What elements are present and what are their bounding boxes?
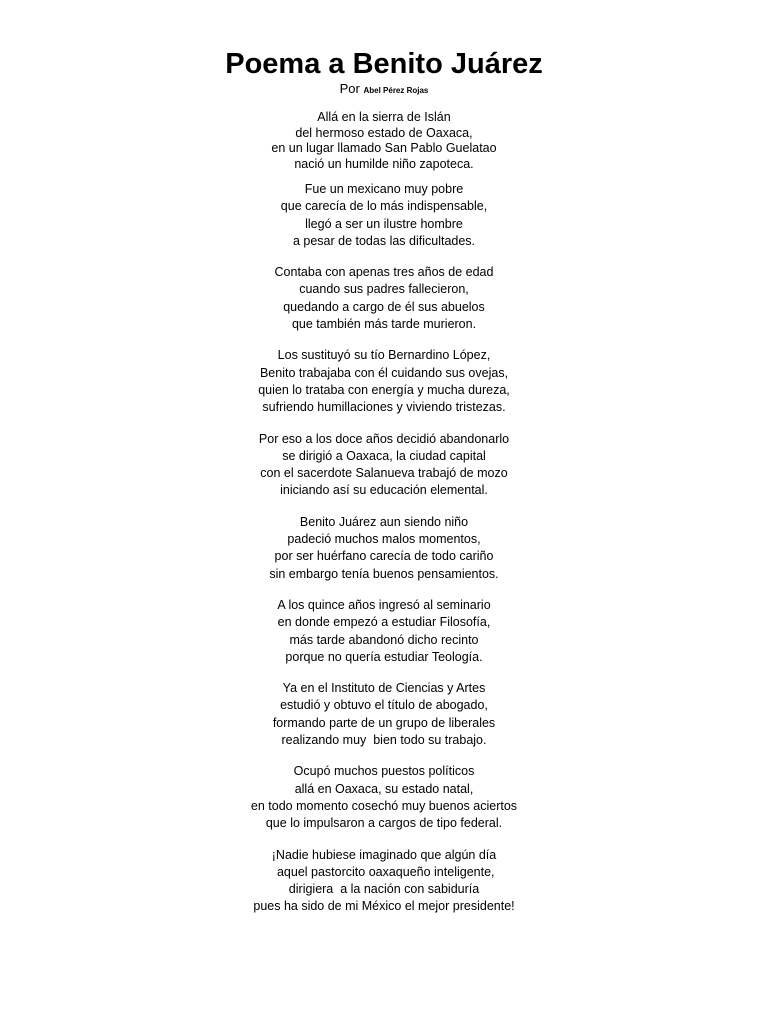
poem-line: realizando muy bien todo su trabajo. <box>281 733 487 748</box>
stanza-4 <box>0 347 768 416</box>
byline-prefix: Por <box>339 81 360 96</box>
poem-line: más tarde abandonó dicho recinto <box>289 632 479 647</box>
byline <box>0 81 768 99</box>
poem-line: Ya en el Instituto de Ciencias y Artes <box>282 681 486 696</box>
stanza-6 <box>0 514 768 583</box>
poem-line: en un lugar llamado San Pablo Guelatao <box>271 141 497 155</box>
poem-title: Poema a Benito Juárez <box>225 48 543 80</box>
poem-line: Allá en la sierra de Islán <box>317 110 451 124</box>
poem-line: Benito trabajaba con él cuidando sus ovejas, <box>259 365 509 380</box>
poem-line: quedando a cargo de él sus abuelos <box>283 299 485 314</box>
poem-line: en donde empezó a estudiar Filosofía, <box>277 615 491 630</box>
poem-line: Los sustituyó su tío Bernardino López, <box>277 348 491 363</box>
poem-line: en todo momento cosechó muy buenos aciertos <box>250 798 518 813</box>
poem-line: Ocupó muchos puestos políticos <box>293 764 475 779</box>
poem-line: ¡Nadie hubiese imaginado que algún día <box>271 847 497 862</box>
stanza-8 <box>0 680 768 749</box>
author-name: Abel Pérez Rojas <box>363 86 429 95</box>
poem-line: Contaba con apenas tres años de edad <box>274 265 494 280</box>
poem-line: que lo impulsaron a cargos de tipo federal. <box>265 816 503 831</box>
poem-line: cuando sus padres fallecieron, <box>299 282 469 297</box>
poem-line: iniciando así su educación elemental. <box>280 483 488 498</box>
stanza-2 <box>0 181 768 250</box>
poem-line: que también más tarde murieron. <box>291 317 477 332</box>
poem-line: pues ha sido de mi México el mejor presidente! <box>253 899 515 914</box>
poem-line: estudió y obtuvo el título de abogado, <box>280 698 488 713</box>
poem-line: del hermoso estado de Oaxaca, <box>295 125 473 140</box>
poem-line: sufriendo humillaciones y viviendo tristezas. <box>262 400 506 415</box>
poem-line: dirigiera a la nación con sabiduría <box>288 882 480 897</box>
poem-line: con el sacerdote Salanueva trabajó de mozo <box>260 466 508 481</box>
stanza-10 <box>0 847 768 916</box>
poem-line: llegó a ser un ilustre hombre <box>305 216 463 231</box>
stanza-7 <box>0 597 768 666</box>
poem-line: aquel pastorcito oaxaqueño inteligente, <box>273 864 495 879</box>
poem-line: Fue un mexicano muy pobre <box>304 182 464 196</box>
poem-body <box>0 110 768 916</box>
poem-line: nació un humilde niño zapoteca. <box>294 156 474 171</box>
stanza-3 <box>0 264 768 333</box>
poem-line: a pesar de todas las dificultades. <box>292 233 476 248</box>
stanza-9 <box>0 763 768 832</box>
poem-line: sin embargo tenía buenos pensamientos. <box>269 566 499 581</box>
poem-line: formando parte de un grupo de liberales <box>272 715 496 730</box>
poem-line: que carecía de lo más indispensable, <box>280 199 488 214</box>
poem-line: porque no quería estudiar Teología. <box>285 649 483 664</box>
poem-line: allá en Oaxaca, su estado natal, <box>294 781 474 796</box>
poem-line: Benito Juárez aun siendo niño <box>299 514 469 529</box>
poem-line: padeció muchos malos momentos, <box>287 532 481 547</box>
poem-line: por ser huérfano carecía de todo cariño <box>274 549 494 564</box>
poem-line: se dirigió a Oaxaca, la ciudad capital <box>282 448 486 463</box>
stanza-1 <box>0 110 768 172</box>
poem-line: Por eso a los doce años decidió abandonarlo <box>258 431 510 446</box>
poem-line: A los quince años ingresó al seminario <box>277 597 491 612</box>
poem-line: quien lo trataba con energía y mucha dureza, <box>258 382 510 397</box>
stanza-5 <box>0 431 768 500</box>
